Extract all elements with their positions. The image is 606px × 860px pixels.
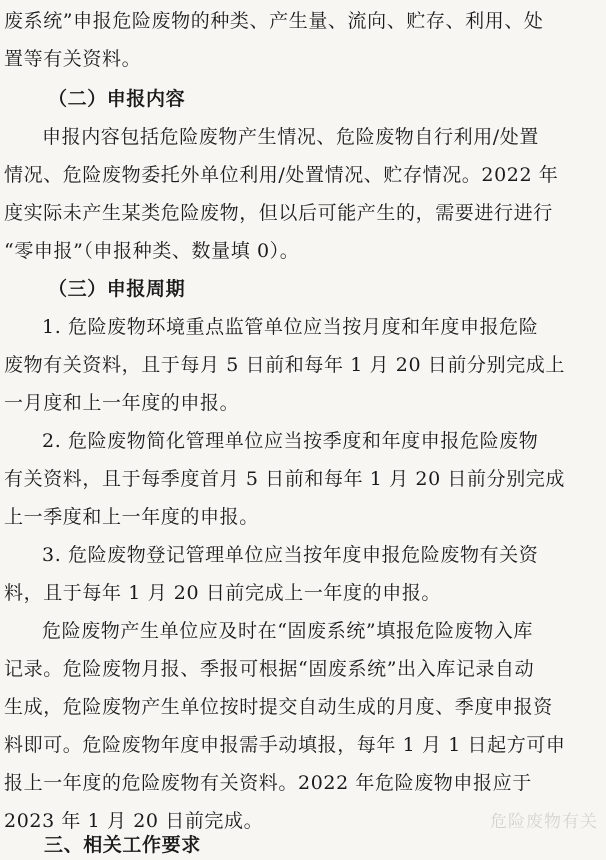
text-line: 料，且于每年 1 月 20 日前完成上一年度的申报。 [4,582,442,604]
section-heading: （二）申报内容 [48,88,186,110]
text-line: 生成，危险废物产生单位按时提交自动生成的月度、季度申报资 [4,696,553,718]
text-line: 危险废物产生单位应及时在“固废系统”填报危险废物入库 [42,620,534,642]
text-line: 废物有关资料，且于每月 5 日前和每年 1 月 20 日前分别完成上 [4,354,565,376]
text-line: 料即可。危险废物年度申报需手动填报，每年 1 月 1 日起方可申 [4,734,566,756]
text-line: “零申报”（申报种类、数量填 0）。 [4,240,300,262]
section-heading: 三、相关工作要求 [44,834,201,856]
text-line: 置等有关资料。 [4,48,142,70]
text-line: 上一季度和上一年度的申报。 [4,506,259,528]
text-line: 2023 年 1 月 20 日前完成。 [4,810,264,832]
text-line: 废系统”申报危险废物的种类、产生量、流向、贮存、利用、处 [4,10,544,32]
text-line: 有关资料，且于每季度首月 5 日前和每年 1 月 20 日前分别完成 [4,468,565,490]
bleed-through-text: 危险废物有关 [490,812,598,832]
text-line: 记录。危险废物月报、季报可根据“固废系统”出入库记录自动 [4,658,535,680]
text-line: 度实际未产生某类危险废物，但以后可能产生的，需要进行进行 [4,202,553,224]
text-line: 2. 危险废物简化管理单位应当按季度和年度申报危险废物 [42,430,539,452]
text-line: 一月度和上一年度的申报。 [4,392,240,414]
text-line: 报上一年度的危险废物有关资料。2022 年危险废物申报应于 [4,772,532,794]
text-line: 3. 危险废物登记管理单位应当按年度申报危险废物有关资 [42,544,539,566]
section-heading: （三）申报周期 [48,278,186,300]
text-line: 1. 危险废物环境重点监管单位应当按月度和年度申报危险 [42,316,539,338]
text-line: 申报内容包括危险废物产生情况、危险废物自行利用/处置 [42,126,540,148]
text-line: 情况、危险废物委托外单位利用/处置情况、贮存情况。2022 年 [4,164,559,186]
